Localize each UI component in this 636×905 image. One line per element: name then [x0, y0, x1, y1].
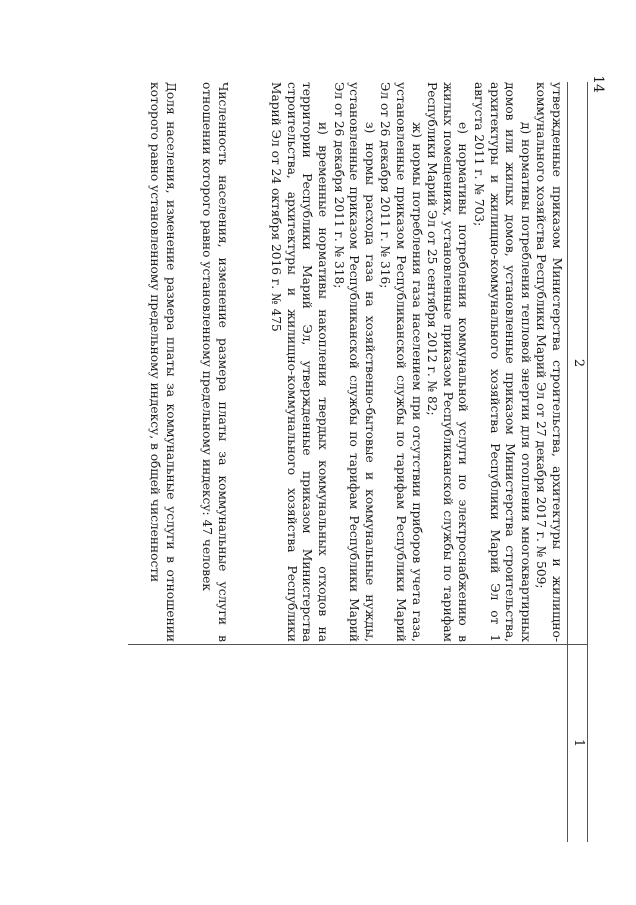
text-paragraph: утвержденные приказом Министерства строительства, архитектуры и жилищно-коммунального хозяйства Республики Марий Эл от 27 декабря 2017 г. № 509; — [534, 82, 564, 642]
column2-content — [128, 82, 588, 842]
text-paragraph: Доля населения, изменение размера платы за коммунальные услуги в отношении которого равно установленному предельному индексу, в общей численности — [148, 82, 178, 642]
rotated-page-content — [128, 82, 588, 842]
text-paragraph: ж) нормы потребления газа населением при отсутствии приборов учета газа, установленные приказом Республиканской службы по тарифам Республики Марий Эл от 26 декабря 2011 г. № 316; — [378, 82, 424, 642]
text-paragraph: Численность населения, изменение размера платы за коммунальные услуги в отношении которого равно установленному предельному индексу: 47 человек — [200, 82, 230, 642]
col1-header: 1 — [571, 738, 586, 748]
text-paragraph: и) временные нормативы накопления твердых коммунальных отходов на территории Республики Марий Эл, утвержденные приказом Министерства строительства, архитектуры и жилищно-коммунального хозяйства Республики Марий Эл от 24 октября 2016 г. № 475 — [269, 82, 331, 642]
col2-header: 2 — [571, 358, 586, 368]
text-paragraph: д) нормативы потребления тепловой энергии для отопления многоквартирных домов или жилых домов, установленные приказом Министерства строительства, архитектуры и жилищно-коммунального хозяйства Республики Марий Эл от 1 августа 2011 г. № 703; — [472, 82, 533, 642]
document-table — [128, 82, 588, 842]
page-number: 14 — [590, 75, 606, 93]
text-paragraph: з) нормы расхода газа на хозяйственно-бытовые и коммунальные нужды, установленные приказом Республиканской службы по тарифам Республики Марий Эл от 26 декабря 2011 г. № 318; — [331, 82, 377, 642]
text-paragraph: е) нормативы потребления коммунальной услуги по электроснабжению в жилых помещениях, установленные приказом Республиканской службы по тарифам Республики Марий Эл от 25 сентября 2012 г. № 82; — [425, 82, 471, 642]
